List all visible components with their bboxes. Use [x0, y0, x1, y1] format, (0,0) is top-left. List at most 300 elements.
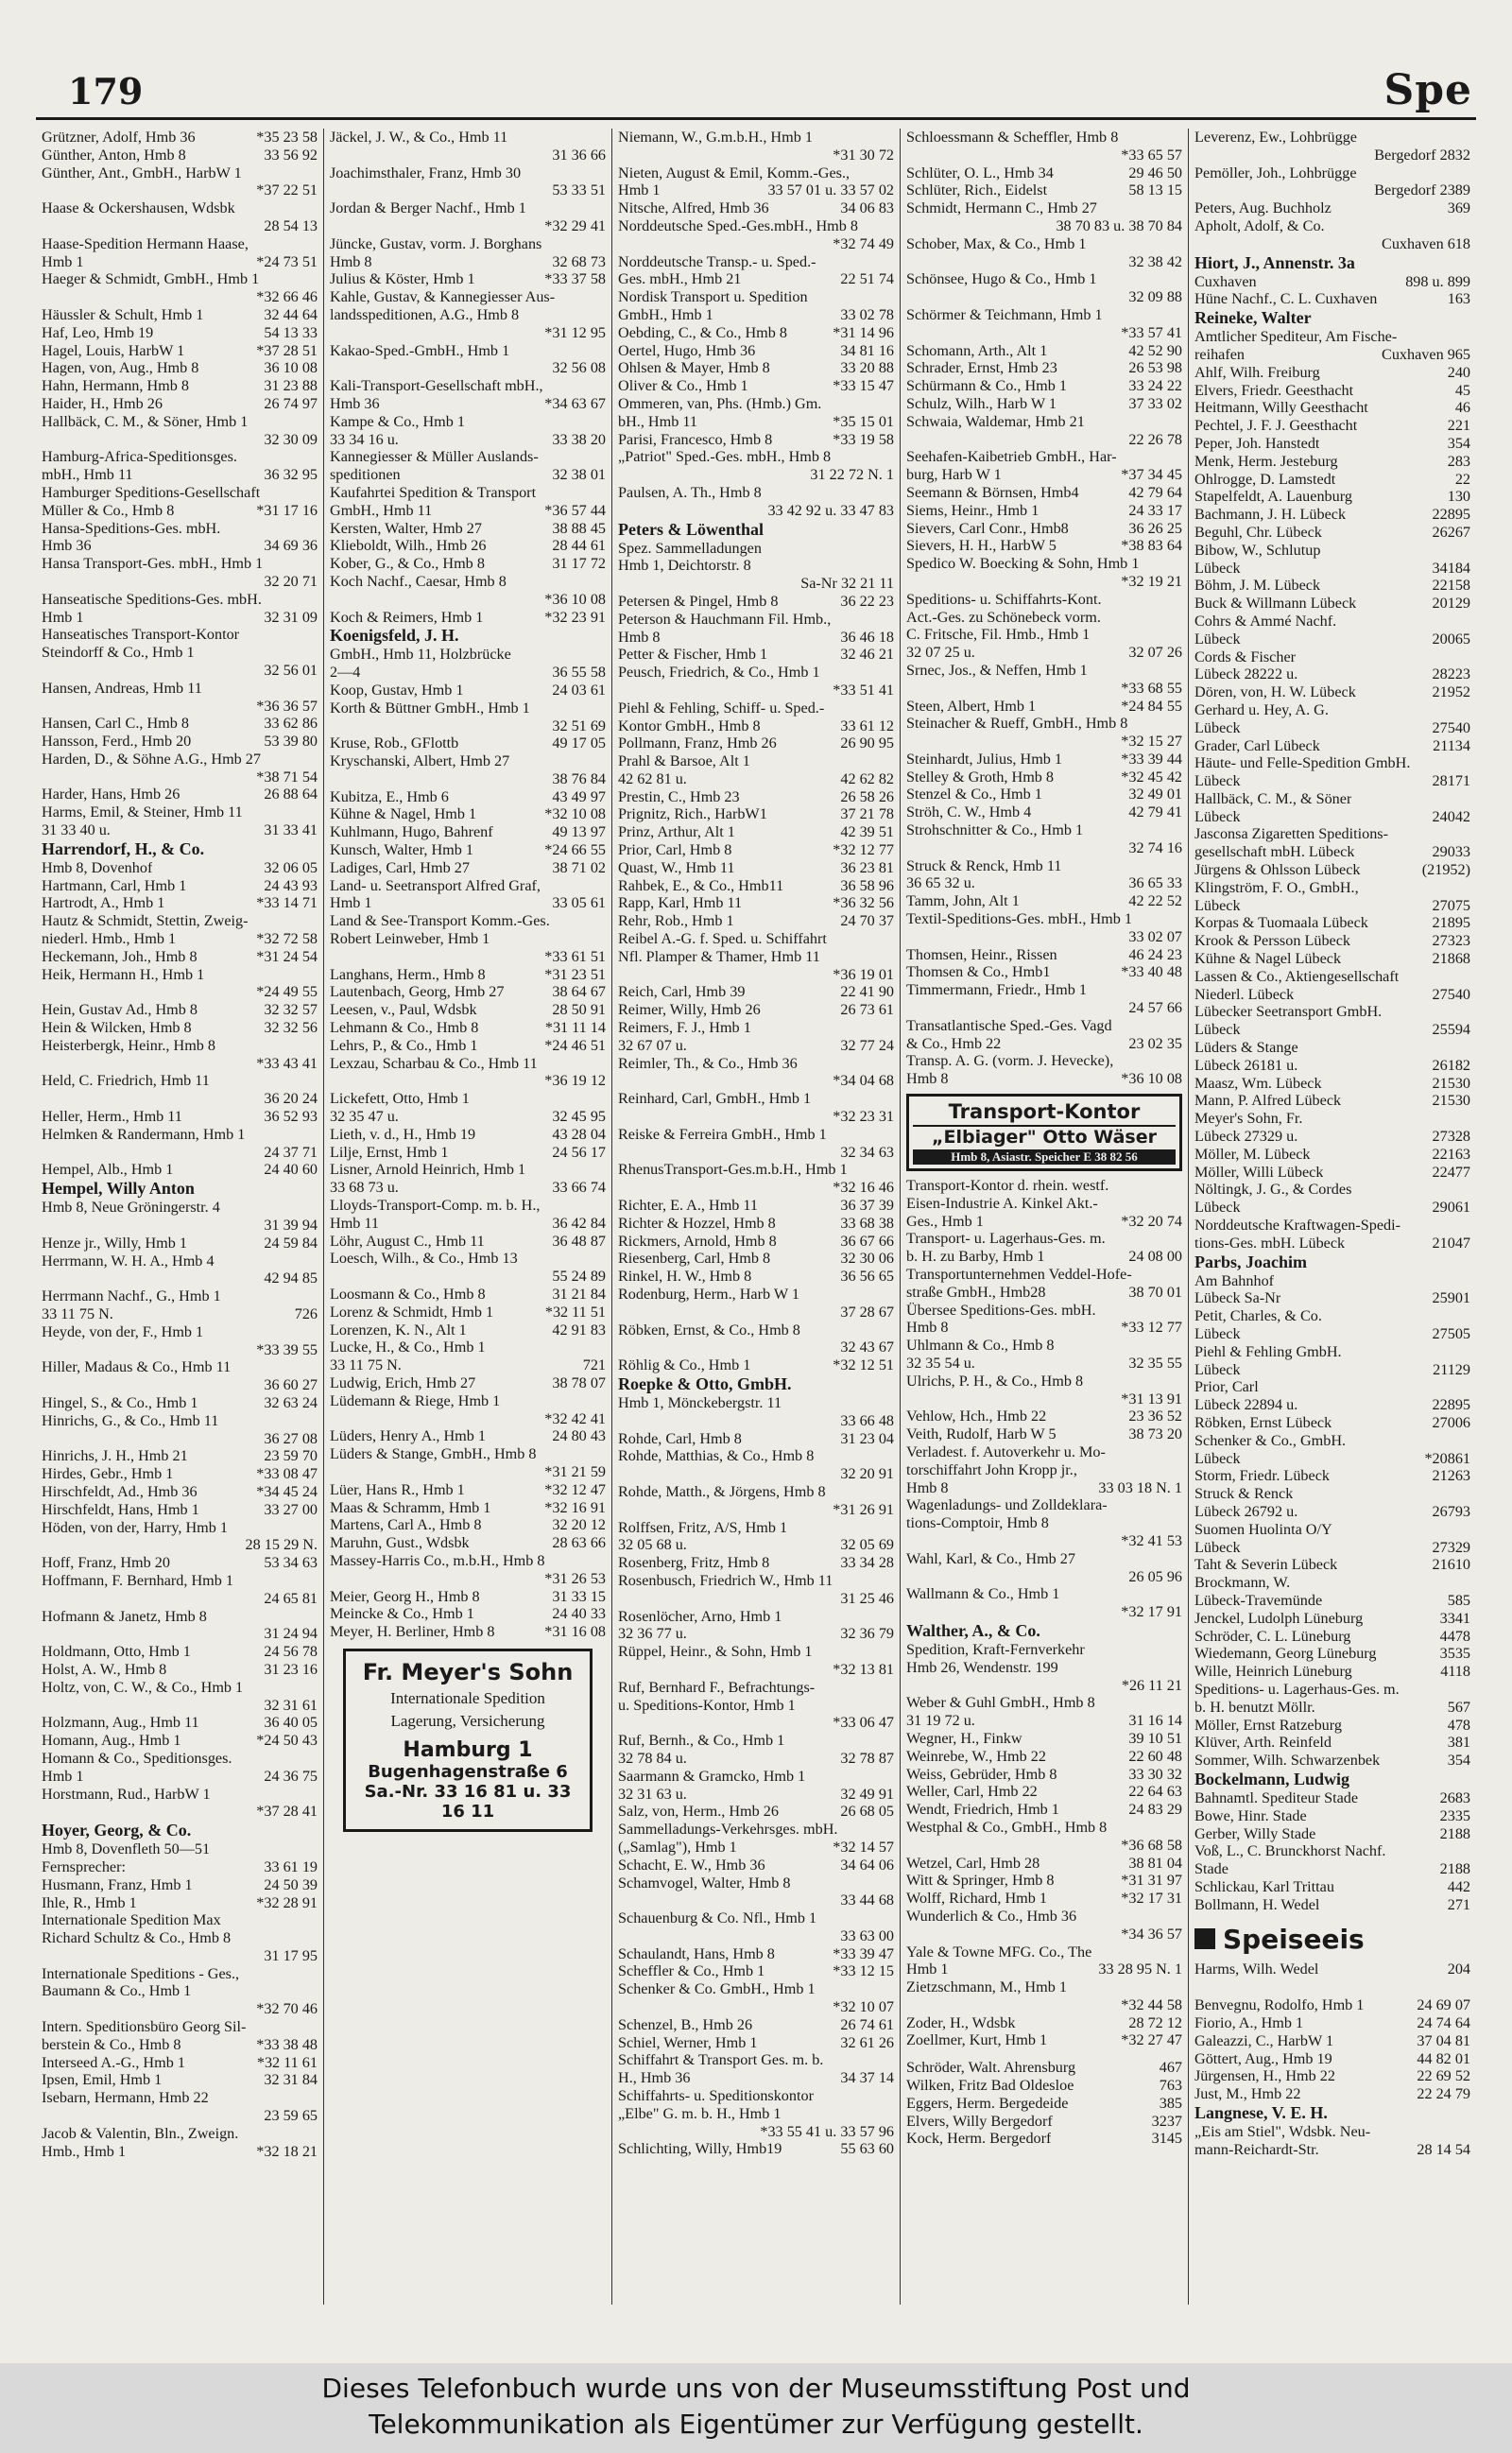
entry-name: Bollmann, H. Wedel	[1194, 1895, 1320, 1913]
entry-phone-number	[602, 626, 606, 646]
directory-entry	[330, 948, 606, 966]
directory-entry	[42, 751, 318, 769]
entry-phone-number: *33 15 47	[833, 377, 894, 395]
directory-entry	[618, 235, 894, 253]
directory-entry	[906, 1926, 1182, 1943]
entry-name: Harder, Hans, Hmb 26	[42, 786, 180, 803]
entry-phone-number	[314, 1199, 318, 1217]
entry-phone-number: 36 67 66	[840, 1232, 894, 1250]
entry-name: Steinacher & Rueff, GmbH., Hmb 8	[906, 715, 1128, 733]
directory-entry	[618, 664, 894, 682]
directory-entry	[42, 164, 318, 182]
entry-name: Koop, Gustav, Hmb 1	[330, 681, 464, 699]
directory-entry	[1194, 1987, 1470, 1996]
entry-phone-number: *20861	[1424, 1449, 1470, 1467]
entry-phone-number	[602, 1197, 606, 1215]
entry-phone-number: *31 16 08	[544, 1623, 606, 1641]
directory-entry	[330, 448, 606, 466]
entry-phone-number	[890, 1643, 894, 1661]
entry-name: Stade	[1194, 1860, 1228, 1878]
entry-name: Lüders, Henry A., Hmb 1	[330, 1427, 486, 1445]
directory-entry	[1194, 1842, 1470, 1860]
entry-name: Kock, Herm. Bergedorf	[906, 2130, 1052, 2148]
square-bullet-icon	[1194, 1928, 1215, 1949]
entry-phone-number: *35 23 58	[256, 129, 318, 146]
entry-name: Just, M., Hmb 22	[1194, 2085, 1301, 2103]
directory-entry	[618, 1821, 894, 1839]
directory-entry	[330, 1481, 606, 1499]
entry-name: Zoellmer, Kurt, Hmb 1	[906, 2031, 1048, 2049]
directory-entry	[618, 1483, 894, 1501]
directory-entry	[1194, 1092, 1470, 1110]
directory-entry	[1194, 2103, 1470, 2123]
entry-name: Hmb 26, Wendenstr. 199	[906, 1658, 1058, 1676]
entry-phone-number: *37 28 51	[256, 341, 318, 359]
entry-phone-number: 442	[1447, 1877, 1470, 1895]
entry-name: Möller, M. Lübeck	[1194, 1145, 1311, 1163]
entry-name: 32 78 84 u.	[618, 1749, 687, 1767]
entry-name: Wagenladungs- und Zolldeklara-	[906, 1496, 1108, 1514]
directory-entry	[1194, 1110, 1470, 1128]
entry-name: Cords & Fischer	[1194, 648, 1297, 665]
entry-name: Röbken, Ernst Lübeck	[1194, 1413, 1332, 1431]
entry-name: GmbH., Hmb 11	[330, 501, 433, 519]
directory-entry	[618, 199, 894, 217]
entry-name: Internationale Spedition Max	[42, 1911, 221, 1929]
directory-entry	[618, 1554, 894, 1572]
directory-entry	[42, 2018, 318, 2036]
column-1	[36, 129, 324, 2305]
entry-name: Kontor GmbH., Hmb 8	[618, 717, 761, 734]
entry-name: Brockmann, W.	[1194, 1574, 1291, 1592]
entry-phone-number	[1467, 613, 1470, 631]
entry-name: Rickmers, Arnold, Hmb 8	[618, 1232, 777, 1250]
entry-name: Rinkel, H. W., Hmb 8	[618, 1268, 752, 1286]
entry-phone-number: 21047	[1432, 1234, 1470, 1252]
entry-phone-number: 27540	[1432, 718, 1470, 736]
entry-name: Lübeck	[1194, 896, 1241, 914]
directory-entry	[1194, 471, 1470, 489]
entry-phone-number: 32 77 24	[840, 1036, 894, 1054]
directory-entry	[1194, 1289, 1470, 1307]
entry-phone-number: 38 76 84	[552, 769, 606, 787]
entry-name: Klüver, Arth. Reinfeld	[1194, 1734, 1332, 1752]
entry-phone-number: *32 23 91	[544, 608, 606, 626]
entry-phone-number: 26 74 61	[840, 2015, 894, 2033]
directory-entry	[330, 983, 606, 1001]
directory-entry	[618, 788, 894, 806]
entry-phone-number: 24 08 00	[1128, 1248, 1182, 1266]
entry-phone-number: *32 12 47	[544, 1480, 606, 1498]
entry-name: Hmb 1	[42, 1767, 84, 1785]
entry-phone-number: 32 32 56	[264, 1019, 318, 1037]
directory-entry	[618, 1179, 894, 1197]
directory-entry	[1194, 1807, 1470, 1825]
entry-name: Schenker & Co., GmbH.	[1194, 1431, 1347, 1449]
directory-entry	[1194, 1146, 1470, 1164]
entry-name: Horstmann, Rud., HarbW 1	[42, 1785, 211, 1803]
directory-entry	[42, 1590, 318, 1608]
entry-phone-number: 29 46 50	[1128, 164, 1182, 181]
directory-entry	[906, 1230, 1182, 1248]
entry-phone-number: 26 88 64	[264, 786, 318, 803]
directory-entry	[906, 1319, 1182, 1337]
entry-name: Hirschfeldt, Hans, Hmb 1	[42, 1500, 199, 1518]
directory-entry	[330, 1286, 606, 1304]
directory-entry	[42, 966, 318, 984]
entry-name: Hoyer, Georg, & Co.	[42, 1821, 192, 1840]
directory-entry	[618, 912, 894, 930]
entry-name: Schlichting, Willy, Hmb19	[618, 2140, 782, 2158]
entry-phone-number: 32 46 21	[840, 646, 894, 664]
entry-name: Hahn, Hermann, Hmb 8	[42, 377, 189, 395]
directory-entry	[42, 306, 318, 324]
entry-phone-number: *32 17 31	[1121, 1890, 1182, 1908]
directory-entry	[906, 981, 1182, 999]
directory-entry	[42, 1750, 318, 1768]
directory-entry	[906, 1284, 1182, 1302]
entry-name: Hmb 11	[330, 1214, 380, 1232]
entry-name: Quast, W., Hmb 11	[618, 858, 735, 876]
directory-entry	[330, 1552, 606, 1570]
entry-phone-number: 32 63 24	[264, 1393, 318, 1411]
entry-phone-number: *33 51 41	[833, 681, 894, 699]
entry-phone-number: *32 70 46	[256, 2000, 318, 2018]
entry-phone-number	[314, 626, 318, 644]
entry-name: Kakao-Sped.-GmbH., Hmb 1	[330, 341, 510, 359]
directory-entry	[618, 448, 894, 466]
entry-phone-number: 22 51 74	[840, 270, 894, 288]
ad-subtitle: „Elbiager" Otto Wäser	[913, 1125, 1176, 1148]
directory-entry	[1194, 631, 1470, 648]
entry-phone-number	[1467, 1485, 1470, 1503]
entry-phone-number: 24 65 81	[264, 1589, 318, 1607]
entry-phone-number: *33 68 55	[1121, 679, 1182, 697]
directory-entry	[618, 1608, 894, 1626]
directory-entry	[330, 770, 606, 788]
entry-phone-number	[1467, 1252, 1470, 1272]
entry-phone-number: 36 22 23	[840, 592, 894, 610]
directory-entry	[618, 181, 894, 199]
entry-name: 32 07 25 u.	[906, 644, 975, 662]
directory-entry	[1194, 1663, 1470, 1681]
entry-name: & Co., Hmb 22	[906, 1034, 1002, 1052]
directory-entry	[618, 1519, 894, 1537]
entry-name: Hamburger Speditions-Gesellschaft	[42, 483, 261, 501]
entry-name: Bockelmann, Ludwig	[1194, 1769, 1350, 1788]
directory-entry	[618, 306, 894, 324]
entry-phone-number: *31 21 59	[544, 1462, 606, 1480]
entry-phone-number	[1467, 217, 1470, 235]
directory-entry	[1194, 1574, 1470, 1592]
entry-name: Holdmann, Otto, Hmb 1	[42, 1643, 191, 1661]
directory-entry	[906, 359, 1182, 377]
directory-entry	[1194, 825, 1470, 843]
entry-phone-number: *33 55 41 u. 33 57 96	[760, 2122, 894, 2140]
entry-phone-number	[1178, 857, 1182, 875]
entries-after-section	[1194, 1961, 1470, 2159]
entry-name: Lübeck	[1194, 1325, 1241, 1342]
entry-name: Hirdes, Gebr., Hmb 1	[42, 1465, 174, 1483]
entry-phone-number: 28171	[1432, 772, 1470, 790]
directory-entry	[42, 1144, 318, 1162]
entry-name: Weller, Carl, Hmb 22	[906, 1783, 1038, 1801]
entry-name: Textil-Speditions-Ges. mbH., Hmb 1	[906, 910, 1132, 928]
entry-name: Am Bahnhof	[1194, 1271, 1275, 1289]
directory-entry	[906, 1302, 1182, 1320]
entry-phone-number	[602, 129, 606, 147]
entry-name: Oertel, Hugo, Hmb 36	[618, 341, 756, 359]
entry-name: Piehl & Fehling GmbH.	[1194, 1342, 1342, 1360]
entry-phone-number	[890, 1874, 894, 1892]
entry-name: Harrendorf, H., & Co.	[42, 838, 205, 858]
entry-phone-number	[1178, 1943, 1182, 1961]
entry-phone-number	[1467, 129, 1470, 147]
entry-name: Rahbek, E., & Co., Hmb11	[618, 876, 784, 894]
directory-entry	[42, 1625, 318, 1643]
entry-phone-number	[890, 1161, 894, 1179]
entry-phone-number: 26182	[1432, 1056, 1470, 1074]
directory-entry	[330, 164, 606, 182]
entry-name: Loosmann & Co., Hmb 8	[330, 1286, 486, 1303]
directory-entry	[906, 2049, 1182, 2059]
directory-entry	[42, 1412, 318, 1430]
directory-entry	[42, 1376, 318, 1394]
entry-phone-number: 32 45 95	[552, 1108, 606, 1126]
entry-name: Prestin, C., Hmb 23	[618, 787, 740, 805]
directory-entry	[618, 682, 894, 700]
entry-phone-number: *36 19 12	[544, 1072, 606, 1090]
entry-phone-number: 130	[1447, 488, 1470, 506]
directory-entry	[618, 948, 894, 966]
directory-entry	[906, 769, 1182, 786]
entry-name: Heik, Hermann H., Hmb 1	[42, 965, 205, 983]
directory-entry	[330, 664, 606, 682]
directory-entry	[906, 1837, 1182, 1855]
entry-name: Schamvogel, Walter, Hmb 8	[618, 1874, 791, 1892]
entry-name: Ipsen, Emil, Hmb 1	[42, 2071, 163, 2089]
entry-phone-number	[1467, 542, 1470, 560]
entry-phone-number: *36 19 01	[833, 965, 894, 983]
entry-name: Hamburg-Africa-Speditionsges.	[42, 448, 237, 466]
directory-entry	[330, 734, 606, 752]
directory-entry	[42, 733, 318, 751]
entry-phone-number: 36 32 95	[264, 466, 318, 484]
directory-entry	[906, 1425, 1182, 1443]
directory-entry	[618, 217, 894, 235]
entry-phone-number: *32 13 81	[833, 1660, 894, 1678]
directory-entry	[618, 1998, 894, 2016]
entry-name: 33 68 73 u.	[330, 1179, 399, 1197]
entry-phone-number: *33 06 47	[833, 1714, 894, 1732]
entry-phone-number: 45	[1454, 381, 1470, 399]
entry-phone-number: 29033	[1432, 843, 1470, 861]
entry-phone-number: 36 65 33	[1128, 874, 1182, 892]
directory-entry	[42, 395, 318, 413]
directory-entry	[42, 1554, 318, 1572]
directory-entry	[906, 413, 1182, 431]
entry-phone-number	[314, 1821, 318, 1840]
column-3	[612, 129, 901, 2305]
directory-entry	[906, 1855, 1182, 1873]
entry-phone-number	[1178, 1266, 1182, 1284]
entry-phone-number: 478	[1447, 1716, 1470, 1734]
entry-name: Intern. Speditionsbüro Georg Sil-	[42, 2018, 247, 2036]
ad-line: Lagerung, Versicherung	[390, 1711, 545, 1730]
directory-entry	[42, 324, 318, 342]
entry-phone-number	[1467, 1039, 1470, 1057]
entry-name: Heitmann, Willy Geesthacht	[1194, 399, 1368, 417]
directory-entry	[42, 1982, 318, 2000]
entry-phone-number: 46 24 23	[1128, 945, 1182, 963]
directory-entry	[42, 1126, 318, 1144]
entry-name: Lucke, H., & Co., Hmb 1	[330, 1339, 486, 1356]
directory-entry	[618, 629, 894, 647]
entry-name: Norddeutsche Kraftwagen-Spedi-	[1194, 1217, 1401, 1235]
entry-name: Hirschfeldt, Ad., Hmb 36	[42, 1482, 198, 1500]
entry-name: Cuxhaven	[1194, 272, 1257, 290]
entry-phone-number: 33 05 61	[552, 894, 606, 912]
directory-entry	[618, 1750, 894, 1768]
directory-entry	[618, 1304, 894, 1322]
directory-entry	[42, 912, 318, 930]
entry-name: niederl. Hmb., Hmb 1	[42, 930, 177, 948]
entry-name: Hansen, Carl C., Hmb 8	[42, 715, 190, 733]
ad-street: Bugenhagenstraße 6	[368, 1761, 568, 1782]
entry-name: Timmermann, Friedr., Hmb 1	[906, 981, 1087, 999]
entry-name: Westphal & Co., GmbH., Hmb 8	[906, 1818, 1108, 1836]
entry-phone-number	[1467, 754, 1470, 772]
entry-phone-number: 32 38 01	[552, 466, 606, 484]
entry-phone-number: 55 24 89	[552, 1268, 606, 1286]
directory-entry	[618, 1572, 894, 1590]
entries-before-section	[1194, 129, 1470, 1914]
entry-phone-number	[314, 1412, 318, 1430]
entry-name: Struck & Renck	[1194, 1485, 1294, 1503]
entry-name: Hmb 8	[618, 628, 661, 646]
entry-name: Wiedemann, Georg Lüneburg	[1194, 1645, 1377, 1663]
entry-phone-number: 28 72 12	[1128, 2013, 1182, 2031]
entry-phone-number	[314, 1911, 318, 1929]
directory-entry	[906, 662, 1182, 680]
entry-phone-number: 22 60 48	[1128, 1747, 1182, 1765]
entry-name: Kannegiesser & Müller Auslands-	[330, 448, 539, 466]
entry-phone-number: 33 66 48	[840, 1411, 894, 1429]
entry-name: Höden, von der, Harry, Hmb 1	[42, 1518, 228, 1536]
entry-phone-number: 33 38 20	[552, 430, 606, 448]
entry-phone-number	[890, 1055, 894, 1073]
entry-name: Schacht, E. W., Hmb 36	[618, 1856, 765, 1874]
entry-phone-number	[1467, 1521, 1470, 1539]
entry-name: Siems, Heinr., Hmb 1	[906, 501, 1040, 519]
entry-phone-number: 36 52 93	[264, 1108, 318, 1126]
directory-entry	[330, 1499, 606, 1517]
entry-phone-number	[1178, 1978, 1182, 1996]
entry-name: Lieth, v. d., H., Hmb 19	[330, 1125, 476, 1143]
directory-entry	[42, 1287, 318, 1305]
entry-name: Strohschnitter & Co., Hmb 1	[906, 821, 1084, 839]
entry-phone-number: *31 24 54	[256, 947, 318, 965]
directory-entry	[618, 1394, 894, 1412]
directory-entry	[1194, 1825, 1470, 1843]
entry-phone-number: 38 70 01	[1128, 1283, 1182, 1301]
directory-entry	[330, 573, 606, 591]
entry-name: Witt & Springer, Hmb 8	[906, 1872, 1055, 1890]
directory-entry	[1194, 2032, 1470, 2050]
entry-name: Norddeutsche Transp.- u. Sped.-	[618, 252, 816, 270]
directory-entry	[618, 1286, 894, 1304]
entry-phone-number	[890, 2105, 894, 2123]
directory-entry	[1194, 2141, 1470, 2159]
directory-entry	[42, 288, 318, 306]
directory-entry	[618, 1250, 894, 1268]
directory-entry	[1194, 683, 1470, 701]
entry-name: Buck & Willmann Lübeck	[1194, 595, 1357, 613]
directory-entry	[42, 2071, 318, 2089]
entry-name: Harms, Emil, & Steiner, Hmb 11	[42, 803, 243, 821]
entry-phone-number: 24 74 64	[1417, 2014, 1470, 2032]
directory-entry	[906, 1195, 1182, 1213]
entry-phone-number	[602, 646, 606, 664]
directory-entry	[330, 1250, 606, 1268]
entry-name: Richard Schultz & Co., Hmb 8	[42, 1929, 232, 1947]
directory-entry	[906, 502, 1182, 520]
entry-phone-number	[1178, 1659, 1182, 1677]
directory-entry	[1194, 235, 1470, 253]
directory-entry	[906, 803, 1182, 821]
entry-name: Parisi, Francesco, Hmb 8	[618, 430, 773, 448]
entry-phone-number: Bergedorf 2389	[1374, 181, 1470, 199]
directory-entry	[42, 555, 318, 573]
entry-phone-number	[314, 164, 318, 182]
entry-phone-number: 33 62 86	[264, 715, 318, 733]
entry-phone-number: 26 58 26	[840, 787, 894, 805]
entry-phone-number: 34184	[1432, 559, 1470, 577]
directory-entry	[906, 1373, 1182, 1391]
entry-phone-number: 24 36 75	[264, 1767, 318, 1785]
directory-entry	[42, 2125, 318, 2143]
entry-phone-number	[1467, 1574, 1470, 1592]
entry-phone-number: 23 59 70	[264, 1447, 318, 1465]
entry-name: GmbH., Hmb 1	[618, 305, 713, 323]
directory-entry	[330, 1392, 606, 1410]
entry-phone-number	[314, 1323, 318, 1341]
directory-entry	[906, 733, 1182, 751]
directory-entry	[1194, 1896, 1470, 1914]
directory-entry	[618, 431, 894, 449]
entry-phone-number	[1178, 821, 1182, 839]
directory-entry	[906, 1391, 1182, 1408]
entry-phone-number: 37 28 67	[840, 1303, 894, 1321]
entry-name: Seemann & Börnsen, Hmb4	[906, 483, 1079, 501]
entry-phone-number	[602, 484, 606, 502]
directory-entry	[906, 591, 1182, 609]
entry-phone-number: 38 78 07	[552, 1373, 606, 1391]
entry-name: Röhlig & Co., Hmb 1	[618, 1356, 751, 1374]
directory-entry	[42, 803, 318, 821]
directory-entry	[618, 324, 894, 342]
entry-name: Nfl. Plamper & Thamer, Hmb 11	[618, 947, 820, 965]
directory-entry	[330, 1161, 606, 1179]
entry-name: Nordisk Transport u. Spedition	[618, 288, 808, 306]
entry-name: 33 11 75 N.	[42, 1305, 113, 1322]
directory-entry	[618, 1590, 894, 1608]
entry-name: Tamm, John, Alt 1	[906, 892, 1020, 910]
entry-name: Hallbäck, C. M., & Söner	[1194, 789, 1352, 807]
directory-entry	[618, 1144, 894, 1162]
directory-entry	[906, 164, 1182, 182]
entry-name: Heisterbergk, Heinr., Hmb 8	[42, 1036, 216, 1054]
